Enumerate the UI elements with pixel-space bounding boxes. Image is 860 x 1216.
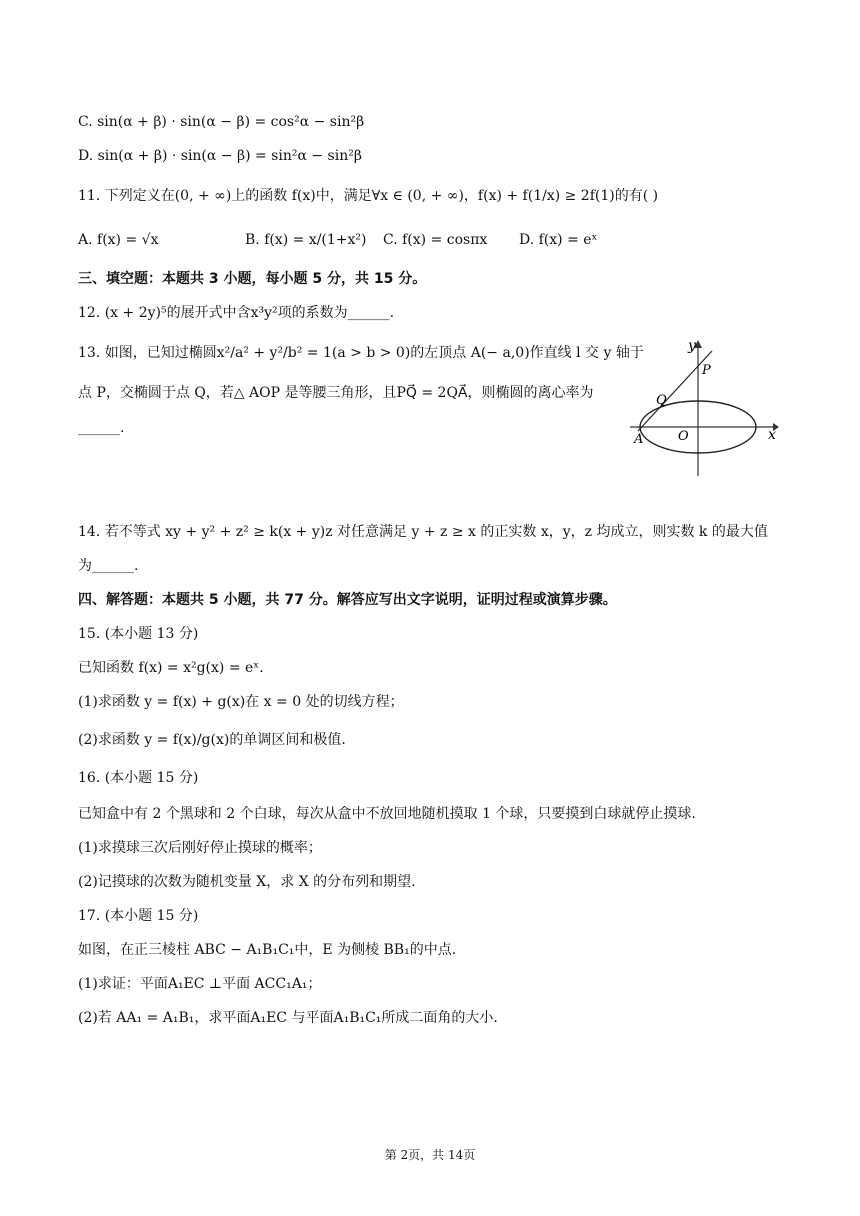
q15-title: 15. (本小题 13 分) (78, 626, 199, 642)
label-y: y (688, 338, 696, 354)
q11-option-c: C. f(x) = cosπx (383, 232, 488, 248)
label-p: P (702, 363, 711, 378)
q17-stem: 如图，在正三棱柱 ABC − A₁B₁C₁中，E 为侧棱 BB₁的中点. (78, 942, 457, 958)
q16-part-2: (2)记摸球的次数为随机变量 X，求 X 的分布列和期望. (78, 874, 416, 890)
q11-option-b: B. f(x) = x/(1+x²) (245, 232, 367, 248)
q16-stem: 已知盒中有 2 个黑球和 2 个白球，每次从盒中不放回地随机摸取 1 个球，只要摸到白球就停止摸球. (78, 806, 696, 822)
q14-line-1: 14. 若不等式 xy + y² + z² ≥ k(x + y)z 对任意满足 y + z ≥ x 的正实数 x，y，z 均成立，则实数 k 的最大值 (78, 524, 768, 540)
q10-option-c: C. sin(α + β) · sin(α − β) = cos²α − sin²β (78, 114, 365, 130)
ellipse-figure (630, 336, 780, 481)
q13-line-1: 13. 如图，已知过椭圆x²/a² + y²/b² = 1(a > b > 0)的左顶点 A(− a,0)作直线 l 交 y 轴于 (78, 345, 644, 361)
q11-option-d: D. f(x) = eˣ (519, 232, 598, 248)
q13-line-2: 点 P，交椭圆于点 Q，若△ AOP 是等腰三角形，且PQ⃗ = 2QA⃗，则椭圆的离心率为 (78, 385, 594, 401)
q17-title: 17. (本小题 15 分) (78, 908, 199, 924)
q11-option-a: A. f(x) = √x (78, 232, 159, 248)
q10-option-d: D. sin(α + β) · sin(α − β) = sin²α − sin²β (78, 148, 362, 164)
q13-line-3: ______. (78, 420, 125, 436)
label-q: Q (656, 393, 667, 408)
label-a: A (634, 432, 644, 447)
q16-title: 16. (本小题 15 分) (78, 770, 199, 786)
q15-part-1: (1)求函数 y = f(x) + g(x)在 x = 0 处的切线方程； (78, 694, 404, 710)
q12-text: 12. (x + 2y)⁵的展开式中含x³y²项的系数为______. (78, 305, 395, 321)
page-footer: 第 2页，共 14页 (384, 1148, 476, 1162)
q14-line-2: 为______. (78, 558, 139, 574)
q15-stem: 已知函数 f(x) = x²g(x) = eˣ. (78, 660, 264, 676)
section-4-heading: 四、解答题：本题共 5 小题，共 77 分。解答应写出文字说明，证明过程或演算步骤。 (78, 592, 617, 608)
label-x: x (768, 427, 776, 443)
line-l (638, 351, 712, 431)
q16-part-1: (1)求摸球三次后刚好停止摸球的概率； (78, 840, 322, 856)
q17-part-1: (1)求证：平面A₁EC ⊥平面 ACC₁A₁； (78, 976, 322, 992)
q15-part-2: (2)求函数 y = f(x)/g(x)的单调区间和极值. (78, 732, 346, 748)
q11-stem: 11. 下列定义在(0, + ∞)上的函数 f(x)中，满足∀x ∈ (0, + ∞)，f(x) + f(1/x) ≥ 2f(1)的有( ) (78, 188, 659, 204)
q17-part-2: (2)若 AA₁ = A₁B₁，求平面A₁EC 与平面A₁B₁C₁所成二面角的大小. (78, 1010, 498, 1026)
label-o: O (678, 429, 689, 444)
section-3-heading: 三、填空题：本题共 3 小题，每小题 5 分，共 15 分。 (78, 271, 427, 287)
